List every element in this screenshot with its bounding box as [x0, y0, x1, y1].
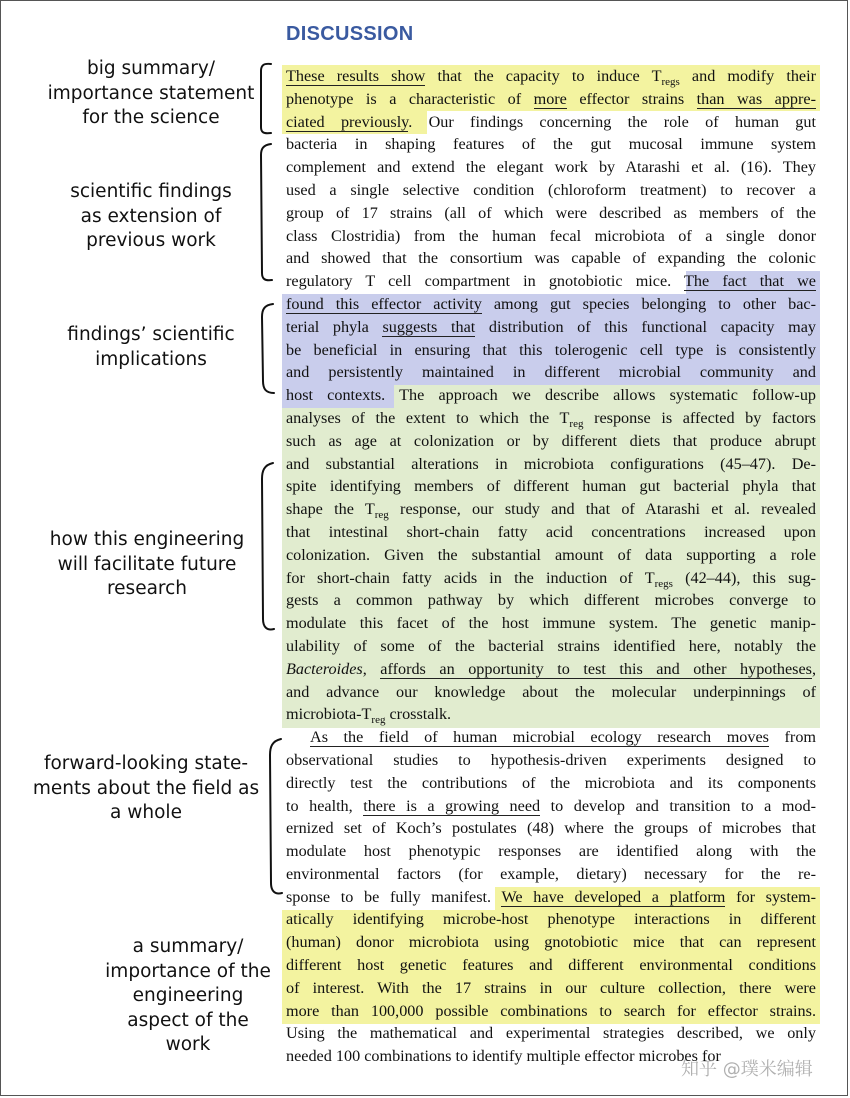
text-line: microbiota-$T_{reg}$ crosstalk.	[286, 705, 452, 727]
text-line: gests a common pathway by which different microbes converge to	[286, 591, 816, 610]
text-line: environmental factors (for example, dietary) necessary for the re-	[286, 864, 816, 883]
text-line: modulate this facet of the host immune system. The genetic manip-	[286, 614, 816, 633]
text-line: used a single selective condition (chloroform treatment) to recover a	[286, 180, 816, 199]
text-line: ciated previously. Our findings concerning the role of human gut	[286, 112, 816, 131]
text-line: phenotype is a characteristic of more effector strains than was appre-	[286, 89, 816, 108]
text-line: for short-chain fatty acids in the induction of $T_{regs}$ (42–44), this sug-	[286, 568, 816, 590]
bracket-summary	[253, 61, 277, 137]
text-line: colonization. Given the substantial amount of data supporting a role	[286, 545, 816, 564]
text-line: terial phyla suggests that distribution of this functional capacity may	[286, 317, 817, 336]
annotation-findings: scientific findings as extension of previous work	[70, 181, 232, 251]
text-line: ulability of some of the bacterial strains identified here, notably the	[286, 636, 816, 655]
text-line: to health, there is a growing need to develop and transition to a mod-	[286, 796, 817, 815]
text-line: Bacteroides, affords an opportunity to test this and other hypotheses,	[286, 659, 816, 678]
text-line: found this effector activity among gut species belonging to other bac-	[286, 294, 816, 313]
watermark: 知乎 @璞米编辑	[681, 1059, 813, 1080]
text-line: directly test the contributions of the microbiota and its components	[286, 773, 816, 792]
text-line: host contexts. The approach we describe allows systematic follow-up	[286, 386, 817, 405]
text-line: and advance our knowledge about the molecular underpinnings of	[286, 682, 816, 701]
text-line: spite identifying members of different human gut bacterial phyla that	[286, 477, 816, 496]
text-line: class Clostridia) from the human fecal microbiota of a single donor	[286, 226, 816, 245]
text-line: and substantial alterations in microbiota configurations (45–47). De-	[286, 454, 816, 473]
section-heading: DISCUSSION	[286, 23, 414, 45]
text-line: and showed that the consortium was capable of expanding the colonic	[286, 249, 816, 268]
text-line: of interest. With the 17 strains in our culture collection, there were	[286, 978, 816, 997]
text-line: sponse to be fully manifest. We have developed a platform for system-	[286, 887, 817, 906]
text-line: bacteria in shaping features of the gut mucosal immune system	[286, 135, 816, 154]
bracket-field	[263, 735, 287, 903]
annotation-implications: findings’ scientific implications	[67, 324, 235, 370]
text-line: group of 17 strains (all of which were described as members of the	[286, 203, 816, 222]
discussion-body	[286, 65, 816, 1068]
text-line: modulate host phenotypic responses are identified along with the	[286, 842, 816, 861]
text-line: shape the $T_{reg}$ response, our study and that of Atarashi et al. revealed	[286, 500, 816, 522]
text-line: These results show that the capacity to induce $T_{regs}$ and modify their	[286, 67, 816, 89]
text-line: more than 100,000 possible combinations to search for effector strains.	[286, 1001, 816, 1020]
text-line: such as age at colonization or by different diets that produce abrupt	[286, 431, 816, 450]
text-line: and persistently maintained in different microbial community and	[286, 363, 816, 382]
text-line: atically identifying microbe-host phenotype interactions in different	[286, 910, 816, 929]
text-line: analyses of the extent to which the $T_{reg}$ response is affected by factors	[286, 408, 816, 431]
bracket-future-research	[255, 459, 279, 639]
annotation-engineering: a summary/ importance of the engineering aspect of the work	[105, 936, 271, 1055]
text-line: complement and extend the elegant work by Atarashi et al. (16). They	[286, 158, 816, 177]
text-line: (human) donor microbiota using gnotobiotic mice that can represent	[286, 933, 816, 952]
text-line: that intestinal short-chain fatty acid concentrations increased upon	[286, 522, 816, 541]
text-line: be beneficial in ensuring that this tolerogenic cell type is consistently	[286, 340, 816, 359]
annotation-summary: big summary/ importance statement for the science	[47, 58, 255, 128]
text-line: Using the mathematical and experimental strategies described, we only	[286, 1024, 816, 1043]
text-line: different host genetic features and different environmental conditions	[286, 956, 816, 975]
bracket-implications	[255, 301, 279, 401]
text-line: As the field of human microbial ecology research moves from	[310, 728, 817, 747]
text-line: ernized set of Koch’s postulates (48) where the groups of microbes that	[286, 819, 816, 838]
text-line: regulatory T cell compartment in gnotobiotic mice. The fact that we	[286, 272, 816, 291]
annotation-future-research: how this engineering will facilitate future research	[49, 529, 245, 599]
bracket-findings	[253, 141, 277, 287]
annotation-field: forward-looking state- ments about the field as a whole	[32, 753, 260, 823]
text-line: needed 100 combinations to identify multiple effector microbes for	[286, 1047, 721, 1066]
text-line: observational studies to hypothesis-driven experiments designed to	[286, 750, 816, 769]
